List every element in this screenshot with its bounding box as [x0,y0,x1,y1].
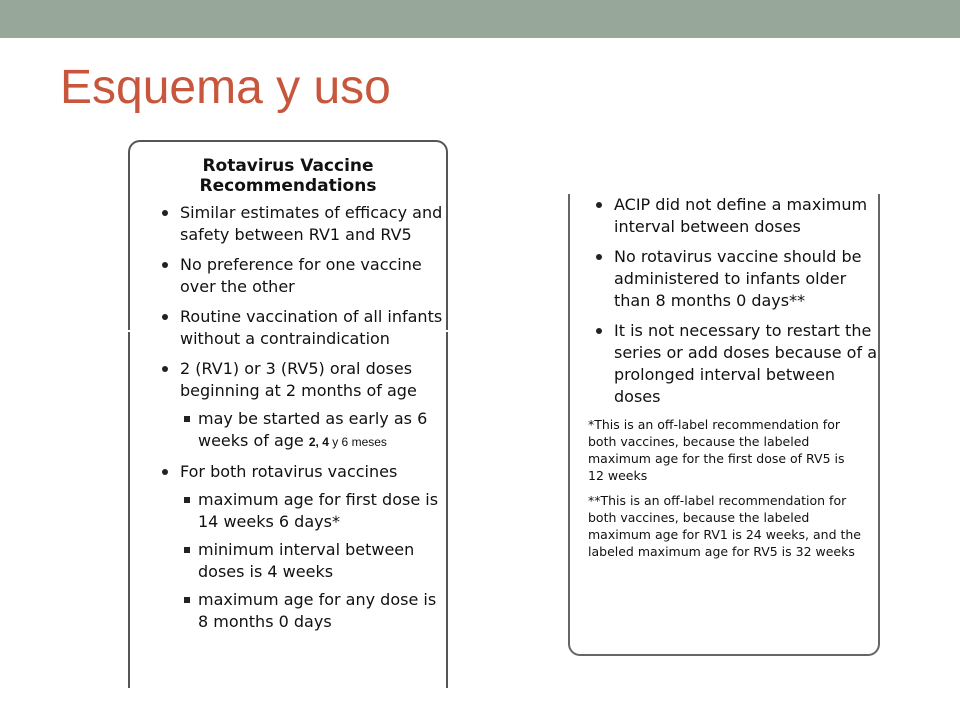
slide-title: Esquema y uso [60,61,391,114]
bullet-oral-doses-text: 2 (RV1) or 3 (RV5) oral doses beginning at 2 months of age [180,359,417,400]
bullet-no-restart: It is not necessary to restart the series or add doses because of a prolonged interval between doses [590,320,878,408]
sub-early-start [180,408,446,453]
bullet-no-preference: No preference for one vaccine over the other [156,254,446,298]
schedule-annotation [309,435,387,449]
both-vaccines-sublist [180,489,446,633]
bullet-both-vaccines-text: For both rotavirus vaccines [180,462,398,481]
left-bullet-list [130,202,446,633]
top-decoration-bar [0,0,960,38]
footnote-double-asterisk: **This is an off-label recommendation for both vaccines, because the labeled maximum age for RV1 is 24 weeks, and the labeled maximum age for RV5 is 32 weeks [588,493,861,559]
sub-max-age-any-dose: maximum age for any dose is 8 months 0 days [180,589,446,633]
card-heading-line2: Recommendations [199,176,377,196]
bullet-oral-doses [156,358,446,453]
oral-doses-sublist [180,408,446,453]
recommendations-card-left [128,140,448,688]
bullet-both-vaccines [156,461,446,633]
right-bullet-list [570,194,878,408]
bullet-efficacy: Similar estimates of efficacy and safety between RV1 and RV5 [156,202,446,246]
annotation-months-bold: 2, 4 [308,435,329,449]
card-heading-line1: Rotavirus Vaccine [202,156,374,176]
bullet-routine-vaccination: Routine vaccination of all infants without a contraindication [156,306,446,350]
recommendations-card-right [568,194,880,656]
annotation-months-rest: y 6 meses [328,435,387,449]
bullet-max-age: No rotavirus vaccine should be administered to infants older than 8 months 0 days** [590,246,878,312]
card-heading [130,156,446,196]
sub-early-start-text: may be started as early as 6 weeks of age [198,409,428,450]
footnote-single-asterisk: *This is an off-label recommendation for both vaccines, because the labeled maximum age for the first dose of RV5 is 12 weeks [588,417,845,483]
sub-min-interval: minimum interval between doses is 4 weeks [180,539,446,583]
bullet-acip-interval: ACIP did not define a maximum interval between doses [590,194,878,238]
sub-max-age-first-dose: maximum age for first dose is 14 weeks 6 days* [180,489,446,533]
